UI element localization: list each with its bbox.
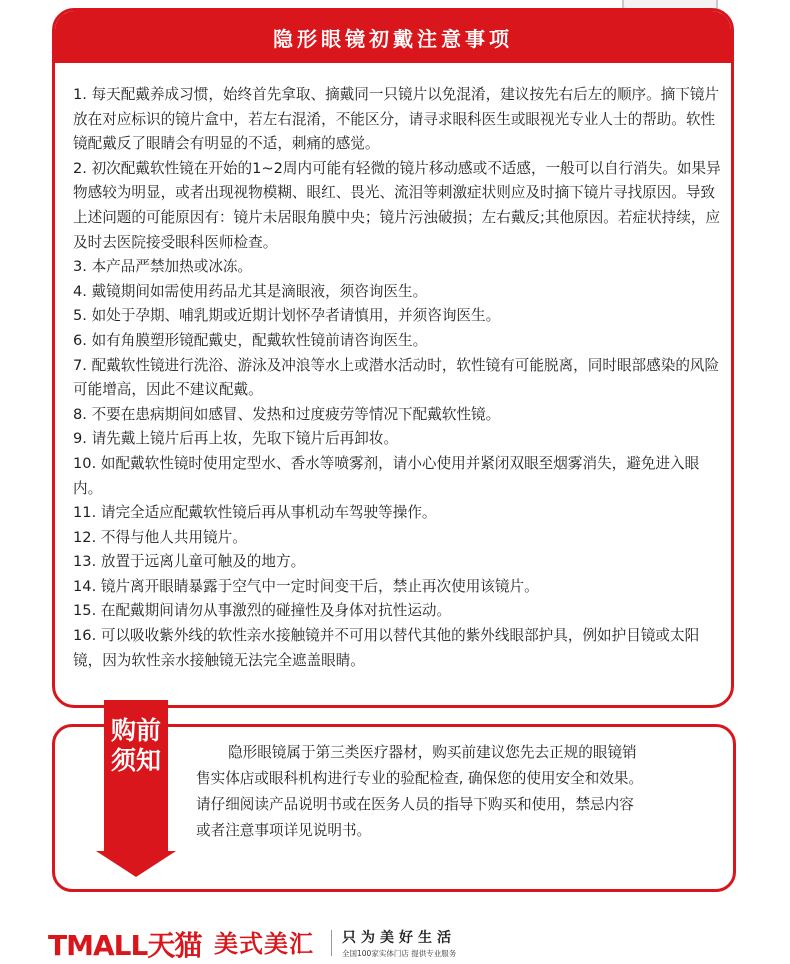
notice-item: 15. 在配戴期间请勿从事激烈的碰撞性及身体对抗性运动。 <box>73 602 452 620</box>
purchase-line: 或者注意事项详见说明书。 <box>196 822 372 839</box>
notice-item: 16. 可以吸收紫外线的软性亲水接触镜并不可用以替代其他的紫外线眼部护具，例如护目镜或太阳镜，因为软性亲水接触镜无法完全遮盖眼睛。 <box>73 627 700 669</box>
notice-item: 9. 请先戴上镜片后再上妆，先取下镜片后再卸妆。 <box>73 430 399 448</box>
tmall-logo: TMALL天猫 <box>48 929 202 962</box>
notice-item: 11. 请完全适应配戴软性镜后再从事机动车驾驶等操作。 <box>73 504 437 522</box>
notice-item: 2. 初次配戴软性镜在开始的1~2周内可能有轻微的镜片移动感或不适感，一般可以自行消失。如果异物感较为明显，或者出现视物模糊、眼红、畏光、流泪等刺激症状则应及时摘下镜片寻找原因。导致上述问题的可能原因有：镜片未居眼角膜中央；镜片污浊破损；左右戴反;其他原因。若症状持续，应及时去医院接受眼科医师检查。 <box>73 159 721 251</box>
notice-item: 3. 本产品严禁加热或冰冻。 <box>73 258 253 276</box>
notice-item: 12. 不得与他人共用镜片。 <box>73 528 247 546</box>
store-slogan: 只为美好生活 <box>342 930 456 946</box>
purchase-tag-label: 购前须知 <box>110 716 161 775</box>
notice-item: 4. 戴镜期间如需使用药品尤其是滴眼液，须咨询医生。 <box>73 282 428 300</box>
notice-item: 6. 如有角膜塑形镜配戴史，配戴软性镜前请咨询医生。 <box>73 331 428 349</box>
down-arrow-icon <box>96 851 176 877</box>
notice-item: 14. 镜片离开眼睛暴露于空气中一定时间变干后，禁止再次使用该镜片。 <box>73 577 539 595</box>
notice-item: 5. 如处于孕期、哺乳期或近期计划怀孕者请慎用，并须咨询医生。 <box>73 307 501 325</box>
store-name: 美式美汇 <box>214 930 314 958</box>
notice-item: 10. 如配戴软性镜时使用定型水、香水等喷雾剂，请小心使用并紧闭双眼至烟雾消失，避免进入眼内。 <box>73 454 700 497</box>
purchase-text <box>196 740 696 844</box>
notice-title: 隐形眼镜初戴注意事项 <box>273 26 513 51</box>
purchase-line: 售实体店或眼科机构进行专业的验配检查, 确保您的使用安全和效果。 <box>196 770 644 787</box>
purchase-line: 隐形眼镜属于第三类医疗器材，购买前建议您先去正规的眼镜销 <box>228 744 637 761</box>
footer-divider <box>331 930 332 956</box>
notice-item: 8. 不要在患病期间如感冒、发热和过度疲劳等情况下配戴软性镜。 <box>73 405 501 423</box>
notice-header <box>55 11 731 63</box>
store-subslogan: 全国100家实体门店 提供专业服务 <box>342 949 457 958</box>
notice-item: 1. 每天配戴养成习惯，始终首先拿取、摘戴同一只镜片以免混淆，建议按先右后左的顺序。摘下镜片放在对应标识的镜片盒中，若左右混淆，不能区分，请寻求眼科医生或眼视光专业人士的帮助。软性镜配戴反了眼睛会有明显的不适，刺痛的感觉。 <box>73 86 720 153</box>
notice-card <box>52 8 734 708</box>
notice-item: 7. 配戴软性镜进行洗浴、游泳及冲浪等水上或潜水活动时，软性镜有可能脱离，同时眼部感染的风险可能增高，因此不建议配戴。 <box>73 356 720 399</box>
purchase-line: 请仔细阅读产品说明书或在医务人员的指导下购买和使用，禁忌内容 <box>196 796 634 813</box>
notice-item: 13. 放置于远离儿童可触及的地方。 <box>73 553 306 571</box>
notice-list <box>73 83 723 673</box>
